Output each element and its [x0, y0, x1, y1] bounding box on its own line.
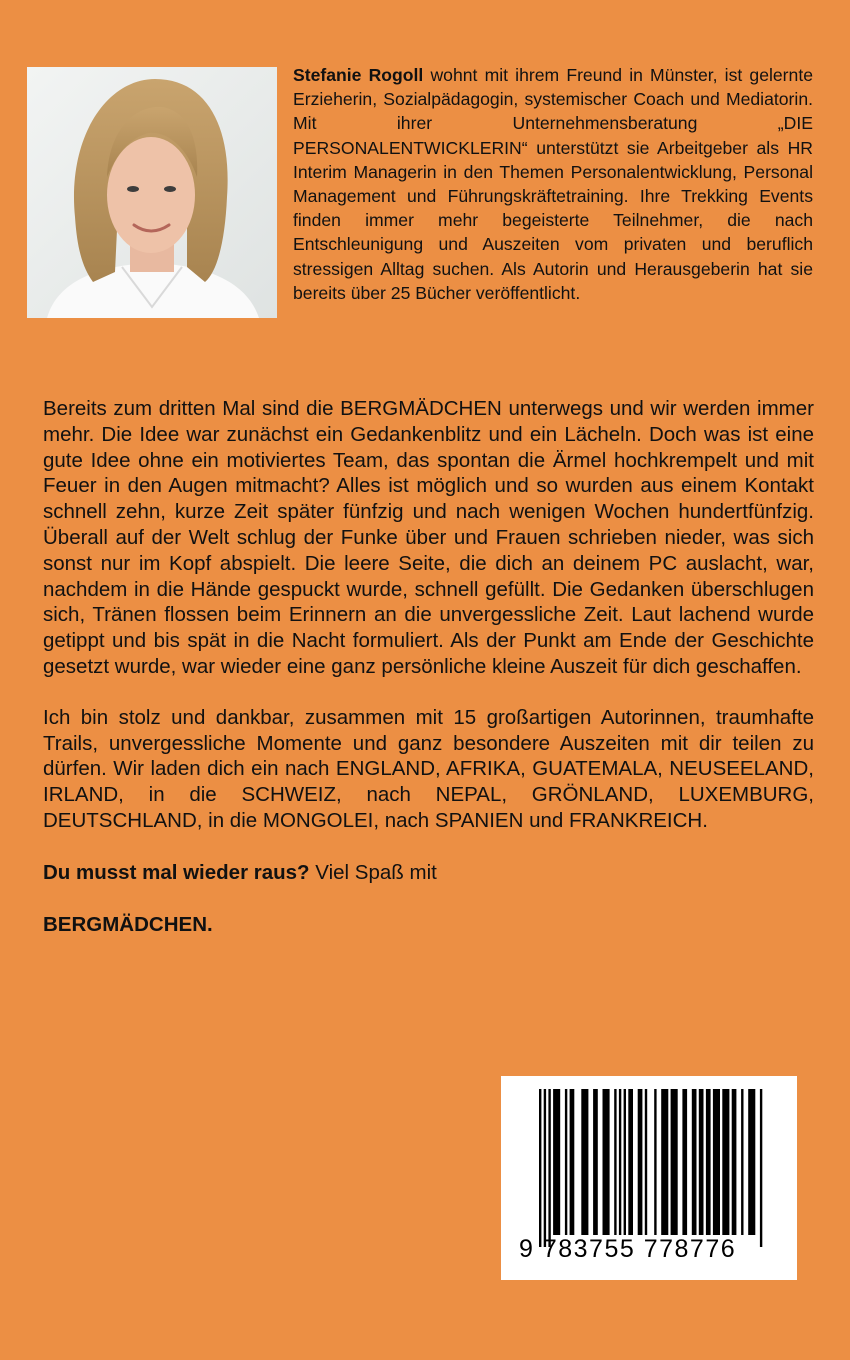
barcode-bar: [581, 1089, 588, 1235]
barcode-bar: [544, 1089, 546, 1247]
blurb-paragraph-1: Bereits zum dritten Mal sind die BERGMÄDCHEN unterwegs und wir werden immer mehr. Die Idee war zunächst ein Gedankenblitz und ein Lächeln. Doch was ist eine gute Idee ohne ein motiviertes Team, das spontan die Ärmel hochkrempelt und mit Feuer in den Augen mitmacht? Alles ist möglich und so wurden aus einem Kontakt schnell zehn, kurze Zeit später fünfzig und nach wenigen Wochen hundertfünfzig. Überall auf der Welt schlug der Funke über und Frauen schrieben nieder, was sich sonst nur im Kopf abspielt. Die leere Seite, die dich an deinem PC auslacht, war, nachdem in die Hände gespuckt wurde, schnell gefüllt. Die Gedanken überschlugen sich, Tränen flossen beim Erinnern an die unvergessliche Zeit. Laut lachend wurde getippt und bis spät in die Nacht formuliert. Als der Punkt am Ende der Geschichte gesetzt wurde, war wieder eine ganz persönliche kleine Auszeit für dich geschaffen.: [43, 397, 814, 678]
barcode-bar: [661, 1089, 668, 1235]
author-bio-text: wohnt mit ihrem Freund in Münster, ist gelernte Erzieherin, Sozialpädagogin, systemischer Coach und Mediatorin. Mit ihrer Unternehmensberatung „DIE PERSONALENTWICKLERIN“ unterstützt sie Arbeitgeber als HR Interim Managerin in den Themen Personalentwicklung, Personal Management und Führungskräftetraining. Ihre Trekking Events finden immer mehr begeisterte Teilnehmer, die nach Entschleunigung und Auszeiten vom privaten und beruflich stressigen Alltag suchen. Als Autorin und Herausgeberin hat sie bereits über 25 Bücher veröffentlicht.: [293, 65, 813, 303]
barcode-bar: [748, 1089, 755, 1235]
barcode-bar: [619, 1089, 621, 1235]
author-bio: [293, 63, 813, 305]
barcode-bar: [760, 1089, 762, 1247]
barcode-bar: [713, 1089, 720, 1235]
barcode-bar: [553, 1089, 560, 1235]
barcode-bar: [732, 1089, 737, 1235]
barcode-bar: [628, 1089, 633, 1235]
barcode-bar: [682, 1089, 687, 1235]
blurb-paragraph-2: Ich bin stolz und dankbar, zusammen mit 15 großartigen Autorinnen, traumhafte Trails, unvergessliche Momente und ganz besondere Auszeiten mit dir teilen zu dürfen. Wir laden dich ein nach ENGLAND, AFRIKA, GUATEMALA, NEUSEELAND, IRLAND, in die SCHWEIZ, nach NEPAL, GRÖNLAND, LUXEMBURG, DEUTSCHLAND, in die MONGOLEI, nach SPANIEN und FRANKREICH.: [43, 705, 814, 832]
barcode-bar: [593, 1089, 598, 1235]
barcode-bar: [706, 1089, 711, 1235]
barcode-bar: [624, 1089, 626, 1235]
barcode-bar: [741, 1089, 743, 1235]
closing-title: BERGMÄDCHEN.: [43, 912, 213, 936]
barcode-bar: [565, 1089, 567, 1235]
barcode-bar: [645, 1089, 647, 1235]
author-photo: [27, 67, 277, 318]
book-blurb: [43, 396, 814, 937]
author-name: Stefanie Rogoll: [293, 65, 424, 85]
tagline-bold: Du musst mal wieder raus?: [43, 860, 310, 884]
barcode-bar: [699, 1089, 704, 1235]
blurb-closing: [43, 912, 814, 938]
author-portrait-image: [27, 67, 277, 318]
barcode-bar: [539, 1089, 541, 1247]
barcode-bar: [614, 1089, 616, 1235]
tagline-rest: Viel Spaß mit: [309, 860, 437, 884]
barcode-bar: [548, 1089, 550, 1247]
isbn-barcode: [501, 1076, 797, 1280]
blurb-tagline: [43, 860, 814, 886]
barcode-digits: 9 783755 778776: [519, 1235, 737, 1263]
barcode-bar: [638, 1089, 643, 1235]
barcode-bar: [603, 1089, 610, 1235]
barcode-bar: [671, 1089, 678, 1235]
barcode-bar: [654, 1089, 656, 1235]
barcode-bar: [570, 1089, 575, 1235]
barcode-bar: [722, 1089, 729, 1235]
barcode-bar: [692, 1089, 697, 1235]
